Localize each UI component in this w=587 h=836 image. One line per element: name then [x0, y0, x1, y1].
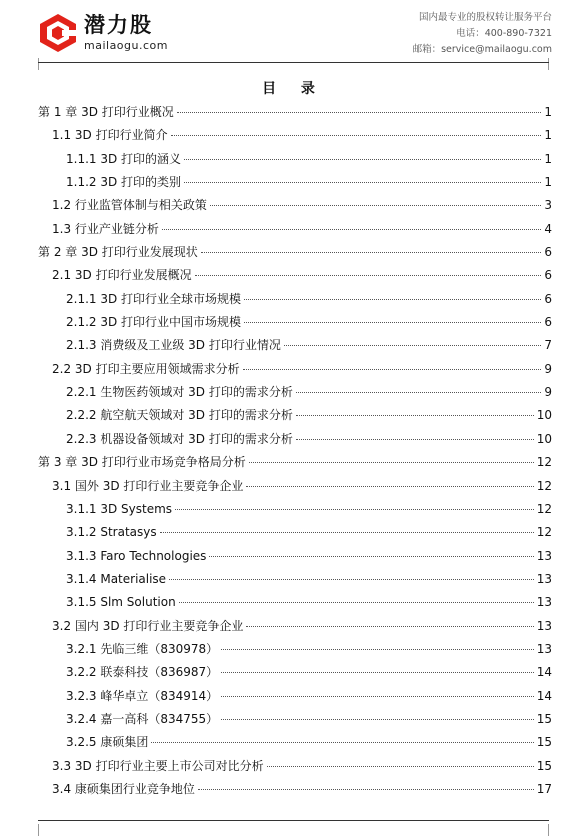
toc-entry[interactable] [38, 521, 552, 544]
toc-leader-dots [210, 205, 541, 206]
toc-entry-label: 3.1 国外 3D 打印行业主要竞争企业 [52, 478, 244, 493]
toc-entry-page: 15 [536, 758, 552, 773]
table-of-contents [38, 101, 552, 801]
toc-leader-dots [169, 579, 534, 580]
email: 邮箱：service@mailaogu.com [412, 44, 552, 55]
toc-entry-label: 1.1 3D 打印行业简介 [52, 128, 168, 143]
toc-entry-label: 3.2.1 先临三维（830978） [66, 641, 219, 656]
toc-leader-dots [221, 719, 534, 720]
toc-entry-label: 2.2.3 机器设备领域对 3D 打印的需求分析 [66, 431, 293, 446]
toc-entry[interactable] [38, 475, 552, 498]
toc-leader-dots [244, 322, 541, 323]
toc-leader-dots [221, 672, 534, 673]
toc-entry-label: 第 2 章 3D 打印行业发展现状 [38, 245, 198, 260]
toc-leader-dots [195, 275, 542, 276]
toc-leader-dots [151, 742, 533, 743]
toc-entry-label: 第 1 章 3D 打印行业概况 [38, 105, 174, 119]
toc-entry-page: 15 [536, 711, 552, 726]
toc-leader-dots [198, 789, 534, 790]
toc-entry[interactable] [38, 358, 552, 381]
toc-entry-page: 6 [544, 291, 552, 306]
toc-entry-page: 15 [536, 735, 552, 750]
brand-domain: mailaogu.com [84, 39, 168, 52]
toc-entry-label: 3.1.2 Stratasys [66, 525, 157, 540]
toc-entry-page: 12 [536, 525, 552, 540]
toc-entry-page: 13 [536, 641, 552, 656]
toc-leader-dots [296, 439, 534, 440]
toc-entry[interactable] [38, 288, 552, 311]
logo [38, 13, 168, 53]
toc-entry-page: 10 [536, 408, 552, 423]
toc-entry-label: 1.2 行业监管体制与相关政策 [52, 198, 207, 213]
toc-entry-label: 2.1.3 消费级及工业级 3D 打印行业情况 [66, 338, 281, 353]
toc-entry[interactable] [38, 685, 552, 708]
toc-entry[interactable] [38, 264, 552, 287]
toc-leader-dots [221, 696, 534, 697]
toc-entry[interactable] [38, 101, 552, 124]
contact-info [413, 10, 552, 58]
toc-entry-label: 3.4 康硕集团行业竞争地位 [52, 781, 195, 796]
toc-entry-page: 12 [536, 501, 552, 516]
toc-entry-page: 12 [536, 455, 552, 470]
toc-entry[interactable] [38, 194, 552, 217]
toc-entry[interactable] [38, 241, 552, 264]
phone: 电话：400-890-7321 [456, 28, 552, 39]
toc-leader-dots [249, 462, 534, 463]
toc-entry[interactable] [38, 778, 552, 801]
toc-leader-dots [244, 299, 541, 300]
toc-entry-page: 6 [544, 268, 552, 283]
toc-leader-dots [160, 532, 534, 533]
toc-leader-dots [201, 252, 542, 253]
toc-entry-label: 3.1.1 3D Systems [66, 501, 173, 516]
toc-entry-label: 3.1.3 Faro Technologies [66, 548, 207, 563]
toc-entry[interactable] [38, 334, 552, 357]
toc-entry-label: 3.3 3D 打印行业主要上市公司对比分析 [52, 758, 264, 773]
toc-entry-page: 9 [544, 385, 552, 400]
header-divider [38, 62, 549, 63]
toc-entry-label: 2.2.1 生物医药领域对 3D 打印的需求分析 [66, 385, 293, 400]
corner-mark [548, 824, 571, 836]
toc-entry-page: 9 [544, 361, 552, 376]
toc-entry-page: 13 [536, 618, 552, 633]
toc-entry[interactable] [38, 148, 552, 171]
toc-entry[interactable] [38, 708, 552, 731]
tagline: 国内最专业的股权转让服务平台 [418, 12, 552, 23]
toc-entry-page: 1 [544, 175, 552, 190]
toc-entry-page: 6 [544, 245, 552, 260]
toc-entry[interactable] [38, 638, 552, 661]
toc-entry-page: 17 [536, 781, 552, 796]
toc-entry-label: 1.1.2 3D 打印的类别 [66, 175, 182, 190]
toc-leader-dots [284, 345, 542, 346]
toc-entry-label: 3.2.3 峰华卓立（834914） [66, 688, 219, 703]
toc-entry-page: 12 [536, 478, 552, 493]
toc-entry-label: 2.1 3D 打印行业发展概况 [52, 268, 192, 283]
toc-entry-page: 10 [536, 431, 552, 446]
toc-entry-page: 14 [536, 665, 552, 680]
toc-leader-dots [267, 766, 534, 767]
toc-entry[interactable] [38, 171, 552, 194]
toc-entry-page: 4 [544, 221, 552, 236]
toc-entry[interactable] [38, 404, 552, 427]
toc-entry-page: 13 [536, 548, 552, 563]
toc-entry-page: 1 [544, 128, 552, 143]
toc-leader-dots [296, 415, 534, 416]
toc-leader-dots [209, 556, 533, 557]
toc-entry-label: 3.2.4 嘉一高科（834755） [66, 711, 219, 726]
toc-entry-label: 2.1.2 3D 打印行业中国市场规模 [66, 315, 242, 330]
toc-entry-label: 2.2.2 航空航天领域对 3D 打印的需求分析 [66, 408, 293, 423]
toc-entry-page: 7 [544, 338, 552, 353]
toc-entry-label: 第 3 章 3D 打印行业市场竞争格局分析 [38, 455, 246, 470]
toc-title: 目 录 [262, 81, 325, 97]
toc-entry-page: 14 [536, 688, 552, 703]
toc-entry-label: 1.3 行业产业链分析 [52, 221, 159, 236]
toc-entry[interactable] [38, 731, 552, 754]
toc-entry-page: 13 [536, 571, 552, 586]
toc-leader-dots [171, 135, 542, 136]
toc-entry[interactable] [38, 311, 552, 334]
toc-leader-dots [162, 229, 541, 230]
toc-entry[interactable] [38, 498, 552, 521]
toc-entry-label: 2.1.1 3D 打印行业全球市场规模 [66, 291, 242, 306]
corner-mark [16, 58, 39, 70]
corner-mark [548, 58, 571, 70]
toc-entry-label: 3.1.5 Slm Solution [66, 595, 176, 610]
toc-entry[interactable] [38, 615, 552, 638]
toc-entry[interactable] [38, 755, 552, 778]
toc-entry[interactable] [38, 545, 552, 568]
toc-entry[interactable] [38, 381, 552, 404]
toc-entry[interactable] [38, 568, 552, 591]
footer-divider [38, 820, 549, 821]
toc-leader-dots [246, 486, 533, 487]
toc-entry-label: 3.1.4 Materialise [66, 571, 167, 586]
toc-entry[interactable] [38, 428, 552, 451]
toc-entry-label: 3.2.2 联泰科技（836987） [66, 665, 219, 680]
toc-entry-page: 13 [536, 595, 552, 610]
toc-leader-dots [184, 159, 541, 160]
toc-leader-dots [246, 626, 533, 627]
toc-entry-page: 3 [544, 198, 552, 213]
logo-mark-icon [38, 13, 78, 53]
toc-leader-dots [221, 649, 534, 650]
toc-entry[interactable] [38, 661, 552, 684]
corner-mark [16, 824, 39, 836]
brand-name: 潜力股 [84, 13, 153, 37]
toc-leader-dots [243, 369, 542, 370]
toc-entry-page: 1 [544, 105, 552, 119]
toc-leader-dots [296, 392, 542, 393]
toc-entry[interactable] [38, 451, 552, 474]
toc-leader-dots [179, 602, 534, 603]
toc-leader-dots [177, 112, 542, 113]
toc-leader-dots [175, 509, 534, 510]
toc-leader-dots [184, 182, 541, 183]
toc-entry[interactable] [38, 124, 552, 147]
toc-entry-label: 2.2 3D 打印主要应用领域需求分析 [52, 361, 240, 376]
toc-entry[interactable] [38, 218, 552, 241]
toc-entry-page: 6 [544, 315, 552, 330]
toc-entry-page: 1 [544, 151, 552, 166]
toc-entry-label: 1.1.1 3D 打印的涵义 [66, 151, 182, 166]
toc-entry-label: 3.2.5 康硕集团 [66, 735, 149, 750]
toc-entry-label: 3.2 国内 3D 打印行业主要竞争企业 [52, 618, 244, 633]
toc-entry[interactable] [38, 591, 552, 614]
